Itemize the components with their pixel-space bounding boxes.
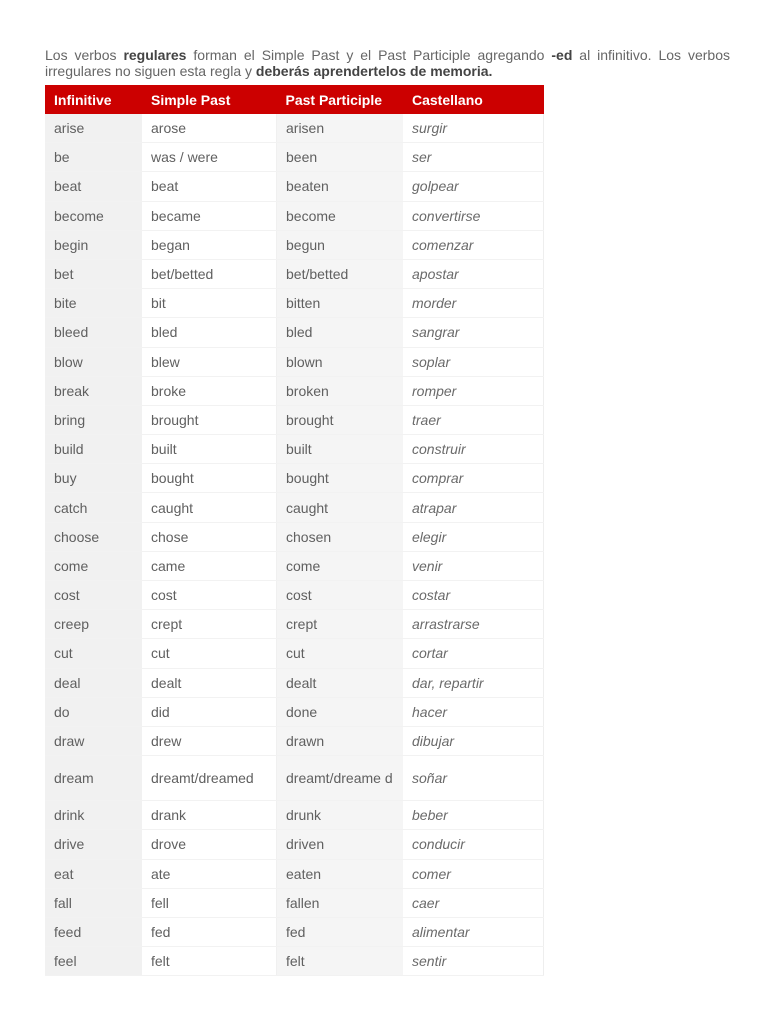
cell-past-participle: become bbox=[277, 201, 404, 230]
intro-paragraph bbox=[45, 47, 730, 79]
cell-infinitive: do bbox=[45, 697, 142, 726]
cell-simple-past: cost bbox=[142, 581, 277, 610]
table-row bbox=[45, 801, 544, 830]
cell-simple-past: blew bbox=[142, 347, 277, 376]
cell-infinitive: bite bbox=[45, 289, 142, 318]
table-row bbox=[45, 830, 544, 859]
cell-infinitive: buy bbox=[45, 464, 142, 493]
cell-past-participle: felt bbox=[277, 947, 404, 976]
cell-infinitive: creep bbox=[45, 610, 142, 639]
cell-infinitive: bet bbox=[45, 259, 142, 288]
cell-simple-past: chose bbox=[142, 522, 277, 551]
cell-infinitive: feel bbox=[45, 947, 142, 976]
cell-castellano: dibujar bbox=[403, 726, 544, 755]
cell-castellano: apostar bbox=[403, 259, 544, 288]
table-row bbox=[45, 917, 544, 946]
cell-infinitive: cost bbox=[45, 581, 142, 610]
cell-past-participle: arisen bbox=[277, 114, 404, 143]
intro-bold-ed: -ed bbox=[551, 47, 573, 63]
cell-infinitive: blow bbox=[45, 347, 142, 376]
cell-simple-past: dreamt/dreamed bbox=[142, 756, 277, 801]
cell-infinitive: bleed bbox=[45, 318, 142, 347]
cell-infinitive: deal bbox=[45, 668, 142, 697]
table-header bbox=[45, 85, 544, 114]
cell-castellano: costar bbox=[403, 581, 544, 610]
cell-infinitive: cut bbox=[45, 639, 142, 668]
cell-simple-past: felt bbox=[142, 947, 277, 976]
cell-infinitive: be bbox=[45, 143, 142, 172]
cell-past-participle: begun bbox=[277, 230, 404, 259]
cell-infinitive: beat bbox=[45, 172, 142, 201]
table-row bbox=[45, 435, 544, 464]
cell-castellano: caer bbox=[403, 888, 544, 917]
table-row bbox=[45, 201, 544, 230]
cell-simple-past: was / were bbox=[142, 143, 277, 172]
cell-past-participle: dealt bbox=[277, 668, 404, 697]
cell-castellano: sangrar bbox=[403, 318, 544, 347]
cell-past-participle: beaten bbox=[277, 172, 404, 201]
cell-past-participle: dreamt/dreame d bbox=[277, 756, 404, 801]
cell-past-participle: blown bbox=[277, 347, 404, 376]
cell-castellano: comprar bbox=[403, 464, 544, 493]
cell-simple-past: bled bbox=[142, 318, 277, 347]
cell-infinitive: fall bbox=[45, 888, 142, 917]
cell-castellano: soñar bbox=[403, 756, 544, 801]
cell-simple-past: dealt bbox=[142, 668, 277, 697]
cell-past-participle: done bbox=[277, 697, 404, 726]
table-row bbox=[45, 756, 544, 801]
cell-infinitive: break bbox=[45, 376, 142, 405]
cell-infinitive: arise bbox=[45, 114, 142, 143]
cell-castellano: alimentar bbox=[403, 917, 544, 946]
cell-past-participle: drawn bbox=[277, 726, 404, 755]
table-row bbox=[45, 259, 544, 288]
table-row bbox=[45, 522, 544, 551]
table-row bbox=[45, 464, 544, 493]
intro-text-2: forman el Simple Past y el Past Participle agregando bbox=[186, 47, 552, 63]
cell-infinitive: choose bbox=[45, 522, 142, 551]
intro-text-1: Los verbos bbox=[45, 47, 124, 63]
table-row bbox=[45, 143, 544, 172]
cell-simple-past: crept bbox=[142, 610, 277, 639]
header-past-participle: Past Participle bbox=[277, 85, 404, 114]
cell-infinitive: feed bbox=[45, 917, 142, 946]
intro-text-3: al infinitivo. Los verbos irregulares no siguen esta regla y bbox=[45, 47, 730, 79]
cell-castellano: surgir bbox=[403, 114, 544, 143]
cell-past-participle: bought bbox=[277, 464, 404, 493]
cell-castellano: beber bbox=[403, 801, 544, 830]
cell-past-participle: bitten bbox=[277, 289, 404, 318]
cell-simple-past: came bbox=[142, 551, 277, 580]
cell-past-participle: driven bbox=[277, 830, 404, 859]
cell-simple-past: broke bbox=[142, 376, 277, 405]
cell-castellano: conducir bbox=[403, 830, 544, 859]
table-row bbox=[45, 551, 544, 580]
cell-past-participle: fed bbox=[277, 917, 404, 946]
cell-past-participle: bet/betted bbox=[277, 259, 404, 288]
cell-simple-past: bit bbox=[142, 289, 277, 318]
cell-simple-past: cut bbox=[142, 639, 277, 668]
cell-simple-past: fell bbox=[142, 888, 277, 917]
cell-castellano: comenzar bbox=[403, 230, 544, 259]
cell-past-participle: crept bbox=[277, 610, 404, 639]
table-row bbox=[45, 697, 544, 726]
cell-infinitive: come bbox=[45, 551, 142, 580]
cell-infinitive: bring bbox=[45, 405, 142, 434]
cell-castellano: traer bbox=[403, 405, 544, 434]
table-row bbox=[45, 610, 544, 639]
cell-simple-past: caught bbox=[142, 493, 277, 522]
cell-past-participle: chosen bbox=[277, 522, 404, 551]
table-row bbox=[45, 289, 544, 318]
cell-castellano: elegir bbox=[403, 522, 544, 551]
table-body bbox=[45, 114, 544, 976]
table-row bbox=[45, 726, 544, 755]
header-simple-past: Simple Past bbox=[142, 85, 277, 114]
cell-simple-past: did bbox=[142, 697, 277, 726]
cell-past-participle: come bbox=[277, 551, 404, 580]
intro-bold-memoria: deberás aprendertelos de memoria. bbox=[255, 63, 493, 79]
cell-castellano: sentir bbox=[403, 947, 544, 976]
table-row bbox=[45, 347, 544, 376]
irregular-verbs-table bbox=[45, 85, 544, 976]
table-row bbox=[45, 668, 544, 697]
table-row bbox=[45, 859, 544, 888]
cell-castellano: atrapar bbox=[403, 493, 544, 522]
cell-past-participle: eaten bbox=[277, 859, 404, 888]
cell-infinitive: begin bbox=[45, 230, 142, 259]
cell-past-participle: been bbox=[277, 143, 404, 172]
cell-castellano: cortar bbox=[403, 639, 544, 668]
header-row bbox=[45, 85, 544, 114]
cell-past-participle: cut bbox=[277, 639, 404, 668]
table-row bbox=[45, 639, 544, 668]
cell-castellano: construir bbox=[403, 435, 544, 464]
cell-simple-past: drew bbox=[142, 726, 277, 755]
cell-simple-past: became bbox=[142, 201, 277, 230]
cell-simple-past: beat bbox=[142, 172, 277, 201]
cell-infinitive: drink bbox=[45, 801, 142, 830]
cell-simple-past: brought bbox=[142, 405, 277, 434]
cell-simple-past: drove bbox=[142, 830, 277, 859]
cell-infinitive: draw bbox=[45, 726, 142, 755]
cell-castellano: morder bbox=[403, 289, 544, 318]
table-row bbox=[45, 114, 544, 143]
header-castellano: Castellano bbox=[403, 85, 544, 114]
cell-castellano: venir bbox=[403, 551, 544, 580]
table-row bbox=[45, 947, 544, 976]
cell-castellano: comer bbox=[403, 859, 544, 888]
table-row bbox=[45, 581, 544, 610]
cell-simple-past: began bbox=[142, 230, 277, 259]
cell-past-participle: built bbox=[277, 435, 404, 464]
cell-castellano: dar, repartir bbox=[403, 668, 544, 697]
table-row bbox=[45, 888, 544, 917]
table-row bbox=[45, 376, 544, 405]
cell-past-participle: broken bbox=[277, 376, 404, 405]
cell-infinitive: eat bbox=[45, 859, 142, 888]
cell-past-participle: drunk bbox=[277, 801, 404, 830]
cell-simple-past: bought bbox=[142, 464, 277, 493]
cell-infinitive: dream bbox=[45, 756, 142, 801]
table-row bbox=[45, 318, 544, 347]
cell-infinitive: drive bbox=[45, 830, 142, 859]
header-infinitive: Infinitive bbox=[45, 85, 142, 114]
cell-simple-past: bet/betted bbox=[142, 259, 277, 288]
cell-past-participle: bled bbox=[277, 318, 404, 347]
cell-simple-past: built bbox=[142, 435, 277, 464]
table-row bbox=[45, 230, 544, 259]
cell-castellano: convertirse bbox=[403, 201, 544, 230]
cell-simple-past: ate bbox=[142, 859, 277, 888]
cell-castellano: soplar bbox=[403, 347, 544, 376]
cell-past-participle: caught bbox=[277, 493, 404, 522]
cell-past-participle: fallen bbox=[277, 888, 404, 917]
cell-simple-past: fed bbox=[142, 917, 277, 946]
cell-infinitive: become bbox=[45, 201, 142, 230]
cell-castellano: golpear bbox=[403, 172, 544, 201]
cell-castellano: romper bbox=[403, 376, 544, 405]
intro-bold-regulares: regulares bbox=[123, 47, 187, 63]
cell-castellano: hacer bbox=[403, 697, 544, 726]
cell-castellano: ser bbox=[403, 143, 544, 172]
table-row bbox=[45, 493, 544, 522]
cell-infinitive: build bbox=[45, 435, 142, 464]
cell-past-participle: cost bbox=[277, 581, 404, 610]
cell-castellano: arrastrarse bbox=[403, 610, 544, 639]
cell-simple-past: arose bbox=[142, 114, 277, 143]
table-row bbox=[45, 405, 544, 434]
table-row bbox=[45, 172, 544, 201]
cell-infinitive: catch bbox=[45, 493, 142, 522]
cell-past-participle: brought bbox=[277, 405, 404, 434]
cell-simple-past: drank bbox=[142, 801, 277, 830]
